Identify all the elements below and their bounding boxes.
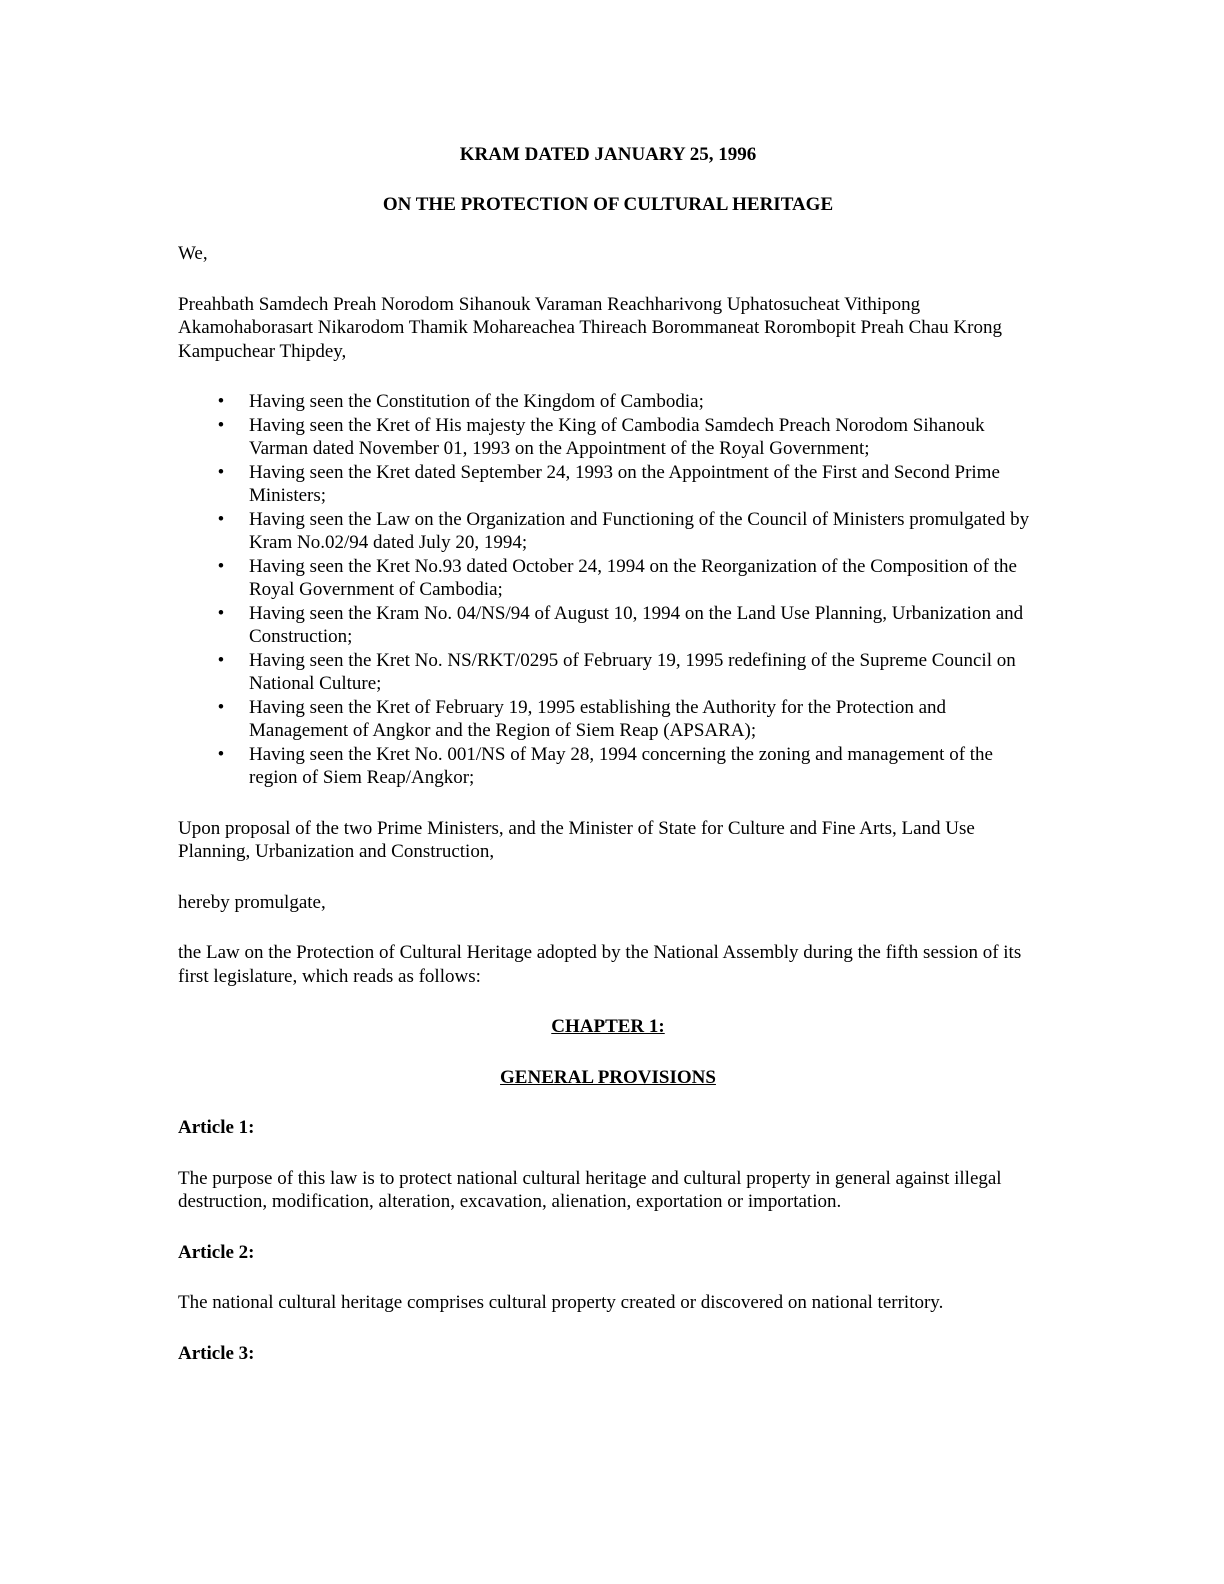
recital-text: Having seen the Kret No. 001/NS of May 28, 1994 concerning the zoning and management of the region of Siem Reap/Angkor; — [249, 743, 993, 788]
document-title: KRAM DATED JANUARY 25, 1996 — [459, 144, 757, 165]
law-intro-paragraph: the Law on the Protection of Cultural Heritage adopted by the National Assembly during the fifth session of its first legislature, which reads as follows: — [178, 942, 1022, 987]
bullet-icon: • — [217, 508, 225, 530]
chapter-title-heading — [178, 1066, 1038, 1090]
bullet-icon: • — [217, 391, 225, 412]
list-item — [178, 649, 1038, 696]
recital-text: Having seen the Kret dated September 24, 1993 on the Appointment of the First and Second Prime Ministers; — [249, 461, 1000, 506]
salutation: We, — [178, 243, 208, 264]
promulgate-paragraph: hereby promulgate, — [178, 891, 326, 913]
king-name-paragraph: Preahbath Samdech Preah Norodom Sihanouk Varaman Reachharivong Uphatosucheat Vithipong Akamohaborasart Nikarodom Thamik Mohareachea Thireach Borommaneat Rorombopit Preah Chau Krong Kampuchear Thipdey, — [178, 293, 1002, 362]
recital-text: Having seen the Kram No. 04/NS/94 of August 10, 1994 on the Land Use Planning, Urbanization and Construction; — [249, 602, 1024, 647]
article-text: The purpose of this law is to protect national cultural heritage and cultural property in general against illegal destruction, modification, alteration, excavation, alienation, exportation or importation. — [178, 1167, 1002, 1212]
document-subtitle: ON THE PROTECTION OF CULTURAL HERITAGE — [382, 193, 834, 215]
article-heading: Article 3: — [178, 1342, 255, 1364]
bullet-icon: • — [217, 461, 225, 483]
recitals-list — [178, 390, 1038, 790]
article-heading: Article 2: — [178, 1241, 255, 1263]
recital-text: Having seen the Law on the Organization and Functioning of the Council of Ministers promulgated by Kram No.02/94 dated July 20, 1994; — [249, 508, 1030, 553]
bullet-icon: • — [217, 696, 225, 718]
bullet-icon: • — [217, 743, 225, 765]
bullet-icon: • — [217, 602, 225, 624]
recital-text: Having seen the Kret of February 19, 1995 establishing the Authority for the Protection and Management of Angkor and the Region of Siem Reap (APSARA); — [249, 696, 947, 741]
list-item — [178, 696, 1038, 743]
chapter-number: CHAPTER 1: — [551, 1016, 665, 1037]
proposal-paragraph: Upon proposal of the two Prime Ministers, and the Minister of State for Culture and Fine Arts, Land Use Planning, Urbanization and Construction, — [178, 817, 975, 862]
list-item — [178, 602, 1038, 649]
article-heading: Article 1: — [178, 1117, 255, 1138]
list-item — [178, 508, 1038, 555]
chapter-heading — [178, 1015, 1038, 1039]
bullet-icon: • — [217, 414, 225, 436]
list-item — [178, 555, 1038, 602]
recital-text: Having seen the Constitution of the Kingdom of Cambodia; — [249, 391, 704, 412]
list-item — [178, 743, 1038, 790]
list-item — [178, 414, 1038, 461]
recital-text: Having seen the Kret No. NS/RKT/0295 of February 19, 1995 redefining of the Supreme Council on National Culture; — [249, 649, 1016, 694]
bullet-icon: • — [217, 649, 225, 671]
chapter-title: GENERAL PROVISIONS — [500, 1066, 716, 1088]
recital-text: Having seen the Kret of His majesty the King of Cambodia Samdech Preach Norodom Sihanouk Varman dated November 01, 1993 on the Appointment of the Royal Government; — [249, 414, 985, 459]
list-item — [178, 390, 1038, 414]
list-item — [178, 461, 1038, 508]
article-text: The national cultural heritage comprises cultural property created or discovered on national territory. — [178, 1292, 944, 1313]
recital-text: Having seen the Kret No.93 dated October 24, 1994 on the Reorganization of the Composition of the Royal Government of Cambodia; — [249, 555, 1017, 600]
bullet-icon: • — [217, 555, 225, 577]
document-body — [178, 143, 1038, 1392]
